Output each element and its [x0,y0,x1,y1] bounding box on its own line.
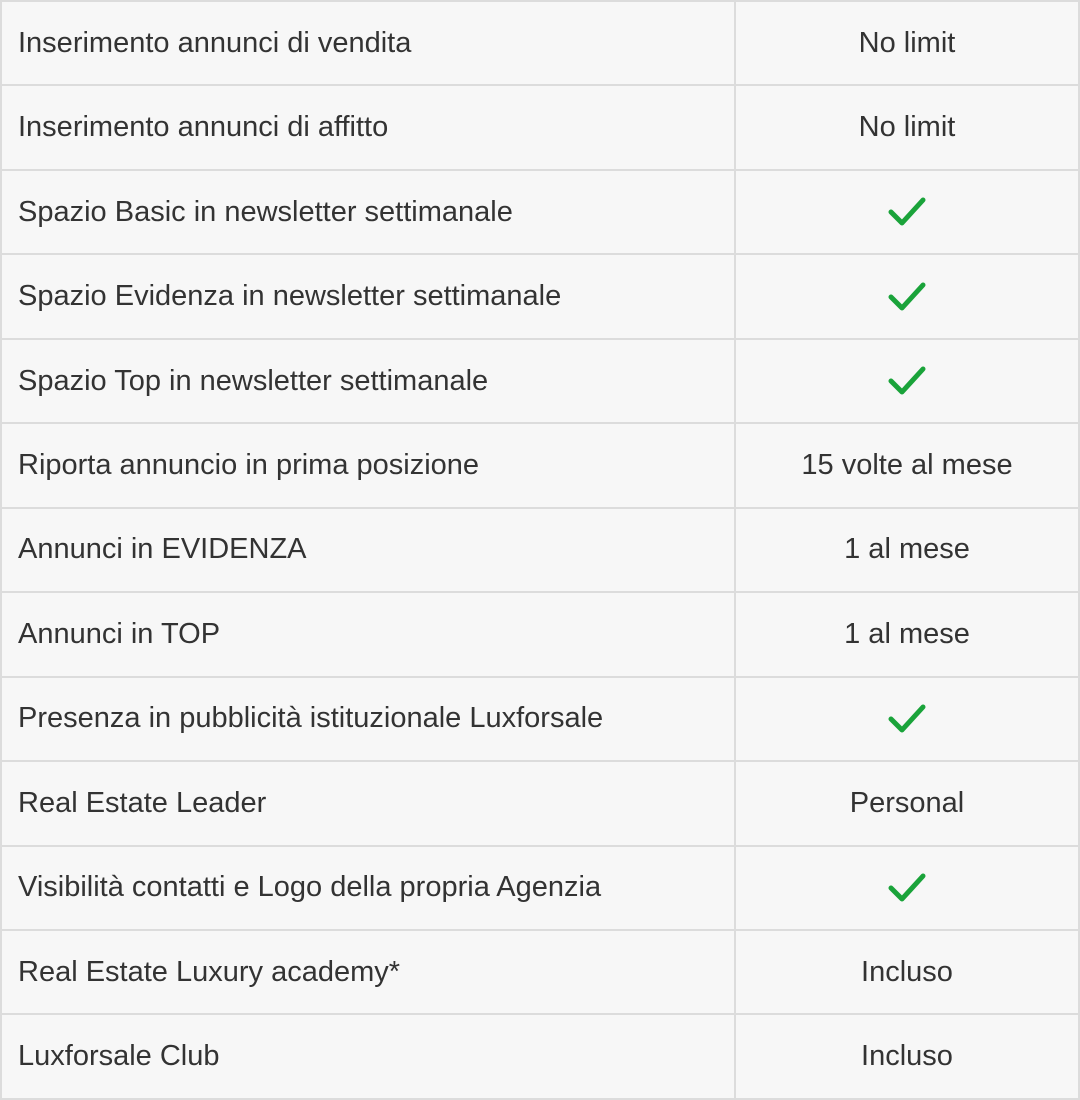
table-row [1,1014,1079,1099]
feature-value-cell [735,339,1079,423]
feature-name-cell: Riporta annuncio in prima posizione [1,423,735,507]
feature-name-cell: Inserimento annunci di vendita [1,1,735,85]
feature-value-cell: Incluso [735,1014,1079,1099]
feature-name-cell: Real Estate Leader [1,761,735,845]
table-row [1,592,1079,676]
feature-value-cell: No limit [735,85,1079,169]
feature-name-cell: Luxforsale Club [1,1014,735,1099]
feature-name-cell: Real Estate Luxury academy* [1,930,735,1014]
table-row [1,170,1079,254]
feature-value-cell [735,846,1079,930]
feature-name-cell: Annunci in TOP [1,592,735,676]
table-row [1,761,1079,845]
feature-name-cell: Spazio Evidenza in newsletter settimanale [1,254,735,338]
table-row [1,339,1079,423]
checkmark-icon [887,364,927,398]
checkmark-icon [887,702,927,736]
checkmark-icon [887,280,927,314]
feature-name-cell: Visibilità contatti e Logo della propria Agenzia [1,846,735,930]
table-row [1,846,1079,930]
table-row [1,508,1079,592]
feature-name-cell: Spazio Basic in newsletter settimanale [1,170,735,254]
feature-value-cell [735,170,1079,254]
table-row [1,677,1079,761]
feature-name-cell: Inserimento annunci di affitto [1,85,735,169]
feature-value-cell: No limit [735,1,1079,85]
table-row [1,85,1079,169]
table-row [1,423,1079,507]
feature-value-cell [735,677,1079,761]
feature-name-cell: Presenza in pubblicità istituzionale Luxforsale [1,677,735,761]
table-row [1,254,1079,338]
feature-name-cell: Annunci in EVIDENZA [1,508,735,592]
table-row [1,1,1079,85]
feature-value-cell: Personal [735,761,1079,845]
checkmark-icon [887,871,927,905]
table-row [1,930,1079,1014]
feature-name-cell: Spazio Top in newsletter settimanale [1,339,735,423]
feature-value-cell: 1 al mese [735,592,1079,676]
feature-value-cell: 1 al mese [735,508,1079,592]
feature-value-cell: 15 volte al mese [735,423,1079,507]
checkmark-icon [887,195,927,229]
features-table-body [1,1,1079,1099]
feature-value-cell: Incluso [735,930,1079,1014]
feature-value-cell [735,254,1079,338]
